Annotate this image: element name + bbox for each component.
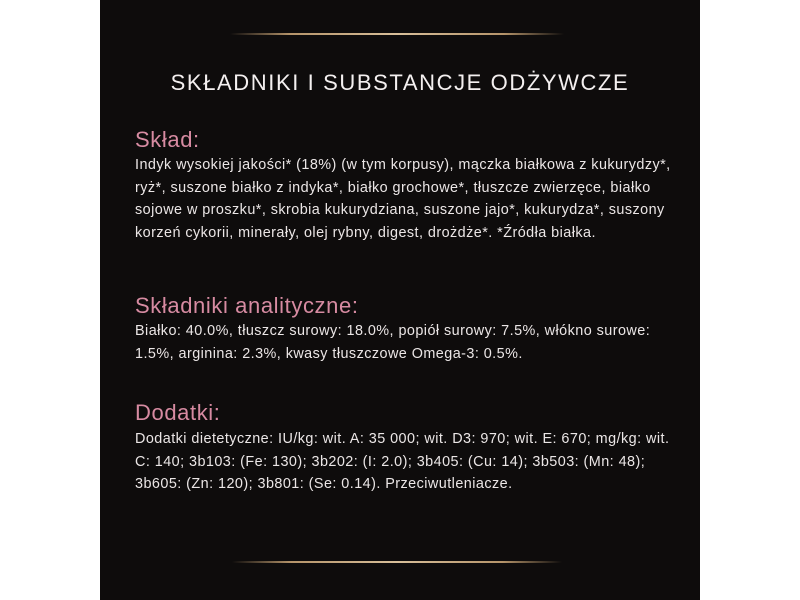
analytical-constituents-text: Białko: 40.0%, tłuszcz surowy: 18.0%, popiół surowy: 7.5%, włókno surowe: 1.5%, arginina: 2.3%, kwasy tłuszczowe Omega-3: 0.5%. (135, 323, 651, 362)
analytical-constituents-heading: Składniki analityczne: (135, 293, 359, 318)
page-title: SKŁADNIKI I SUBSTANCJE ODŻYWCZE (170, 70, 630, 95)
top-divider (230, 33, 564, 35)
ingredients-panel (100, 0, 700, 600)
additives-heading: Dodatki: (135, 400, 221, 425)
composition-text: Indyk wysokiej jakości* (18%) (w tym korpusy), mączka białkowa z kukurydzy*, ryż*, suszone białko z indyka*, białko grochowe*, tłuszcze zwierzęce, białko sojowe w proszku*, skrobia kukurydziana, suszone jajo*, kukurydza*, suszony korzeń cykorii, minerały, olej rybny, digest, drożdże*. *Źródła białka. (135, 157, 671, 241)
bottom-divider (232, 561, 562, 563)
additives-text: Dodatki dietetyczne: IU/kg: wit. A: 35 000; wit. D3: 970; wit. E: 670; mg/kg: wit. C: 140; 3b103: (Fe: 130); 3b202: (I: 2.0); 3b405: (Cu: 14); 3b503: (Mn: 48); 3b605: (Zn: 120); 3b801: (Se: 0.14). Przeciwutleniacze. (135, 431, 670, 492)
composition-heading: Skład: (135, 127, 200, 152)
